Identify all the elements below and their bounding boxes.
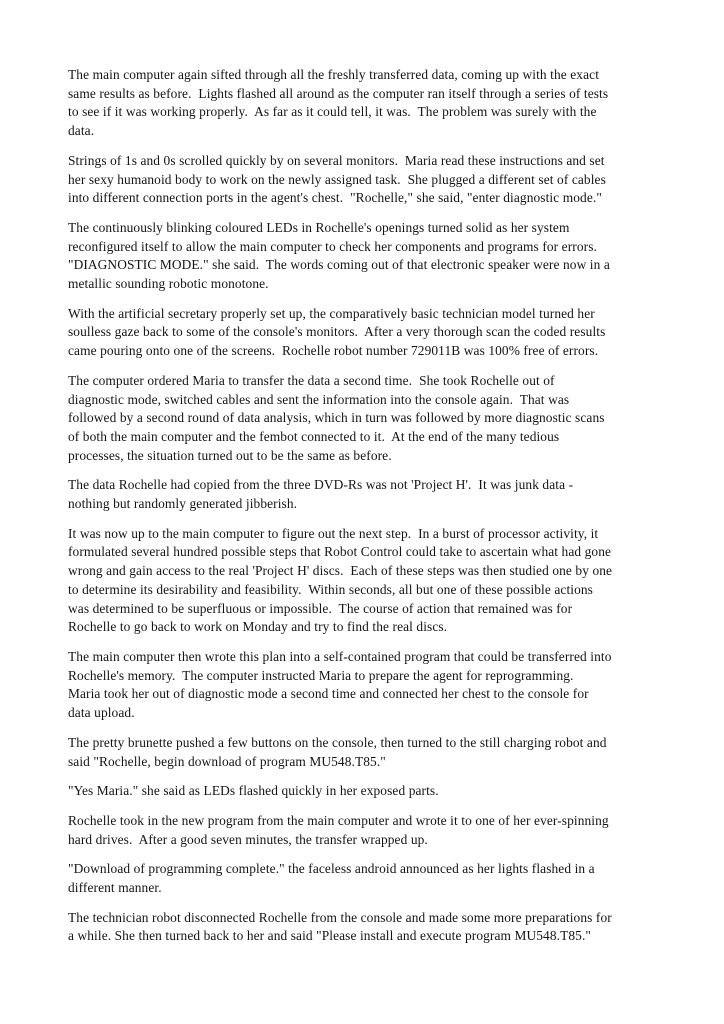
text-line: her sexy humanoid body to work on the newly assigned task. She plugged a different set of cables (68, 171, 606, 187)
text-line: into different connection ports in the agent's chest. "Rochelle," she said, "enter diagnostic mode." (68, 190, 602, 206)
text-line: followed by a second round of data analysis, which in turn was followed by more diagnostic scans (68, 410, 605, 426)
text-line: Rochelle to go back to work on Monday and try to find the real discs. (68, 619, 448, 635)
text-line: same results as before. Lights flashed all around as the computer ran itself through a series of tests (68, 85, 609, 101)
text-line: soulless gaze back to some of the console's monitors. After a very thorough scan the coded results (68, 324, 606, 340)
text-line: hard drives. After a good seven minutes, the transfer wrapped up. (68, 831, 428, 847)
text-line: The continuously blinking coloured LEDs in Rochelle's openings turned solid as her system (68, 219, 570, 235)
paragraph (68, 860, 668, 897)
text-line: "Yes Maria." she said as LEDs flashed quickly in her exposed parts. (68, 783, 439, 799)
text-line: was determined to be superfluous or impossible. The course of action that remained was for (68, 600, 573, 616)
text-line: "DIAGNOSTIC MODE." she said. The words coming out of that electronic speaker were now in a (68, 257, 610, 273)
paragraph (68, 909, 668, 946)
text-line: It was now up to the main computer to figure out the next step. In a burst of processor activity, it (68, 525, 599, 541)
text-line: to see if it was working properly. As far as it could tell, it was. The problem was surely with the (68, 104, 597, 120)
paragraph (68, 372, 668, 466)
text-line: The main computer again sifted through all the freshly transferred data, coming up with the exact (68, 67, 600, 82)
text-line: of both the main computer and the fembot connected to it. At the end of the many tedious (68, 428, 560, 444)
paragraph (68, 476, 668, 513)
text-line: diagnostic mode, switched cables and sent the information into the console again. That was (68, 391, 570, 407)
text-line: Rochelle took in the new program from the main computer and wrote it to one of her ever-spinning (68, 812, 609, 828)
text-line: to determine its desirability and feasibility. Within seconds, all but one of these possible actions (68, 581, 593, 597)
text-line: data upload. (68, 705, 135, 721)
paragraph (68, 812, 668, 849)
paragraph (68, 648, 668, 723)
text-line: formulated several hundred possible steps that Robot Control could take to ascertain what had gone (68, 544, 612, 560)
text-line: data. (68, 123, 95, 139)
document-text-body (68, 66, 668, 946)
text-line: "Download of programming complete." the faceless android announced as her lights flashed in a (68, 861, 595, 877)
text-line: The computer ordered Maria to transfer the data a second time. She took Rochelle out of (68, 372, 555, 388)
text-line: metallic sounding robotic monotone. (68, 276, 269, 292)
paragraph (68, 525, 668, 637)
text-line: a while. She then turned back to her and said "Please install and execute program MU548.T85." (68, 928, 591, 944)
text-line: wrong and gain access to the real 'Project H' discs. Each of these steps was then studied one by one (68, 563, 613, 579)
paragraph (68, 66, 668, 141)
paragraph (68, 219, 668, 294)
text-line: The technician robot disconnected Rochelle from the console and made some more preparations for (68, 909, 612, 925)
text-line: The pretty brunette pushed a few buttons on the console, then turned to the still charging robot and (68, 734, 607, 750)
paragraph (68, 782, 668, 801)
text-line: Maria took her out of diagnostic mode a second time and connected her chest to the console for (68, 686, 589, 702)
text-line: The main computer then wrote this plan into a self-contained program that could be transferred into (68, 648, 612, 664)
paragraph (68, 152, 668, 208)
text-line: Strings of 1s and 0s scrolled quickly by on several monitors. Maria read these instructions and set (68, 152, 605, 168)
text-line: With the artificial secretary properly set up, the comparatively basic technician model turned her (68, 305, 595, 321)
text-line: came pouring onto one of the screens. Rochelle robot number 729011B was 100% free of errors. (68, 343, 599, 359)
paragraph (68, 305, 668, 361)
text-line: reconfigured itself to allow the main computer to check her components and programs for errors. (68, 238, 597, 254)
text-line: The data Rochelle had copied from the three DVD-Rs was not 'Project H'. It was junk data - (68, 477, 574, 493)
text-line: processes, the situation turned out to be the same as before. (68, 447, 392, 463)
text-line: nothing but randomly generated jibberish. (68, 496, 298, 512)
text-line: different manner. (68, 880, 162, 896)
text-line: said "Rochelle, begin download of program MU548.T85." (68, 753, 386, 769)
text-line: Rochelle's memory. The computer instructed Maria to prepare the agent for reprogramming. (68, 667, 574, 683)
paragraph (68, 734, 668, 771)
